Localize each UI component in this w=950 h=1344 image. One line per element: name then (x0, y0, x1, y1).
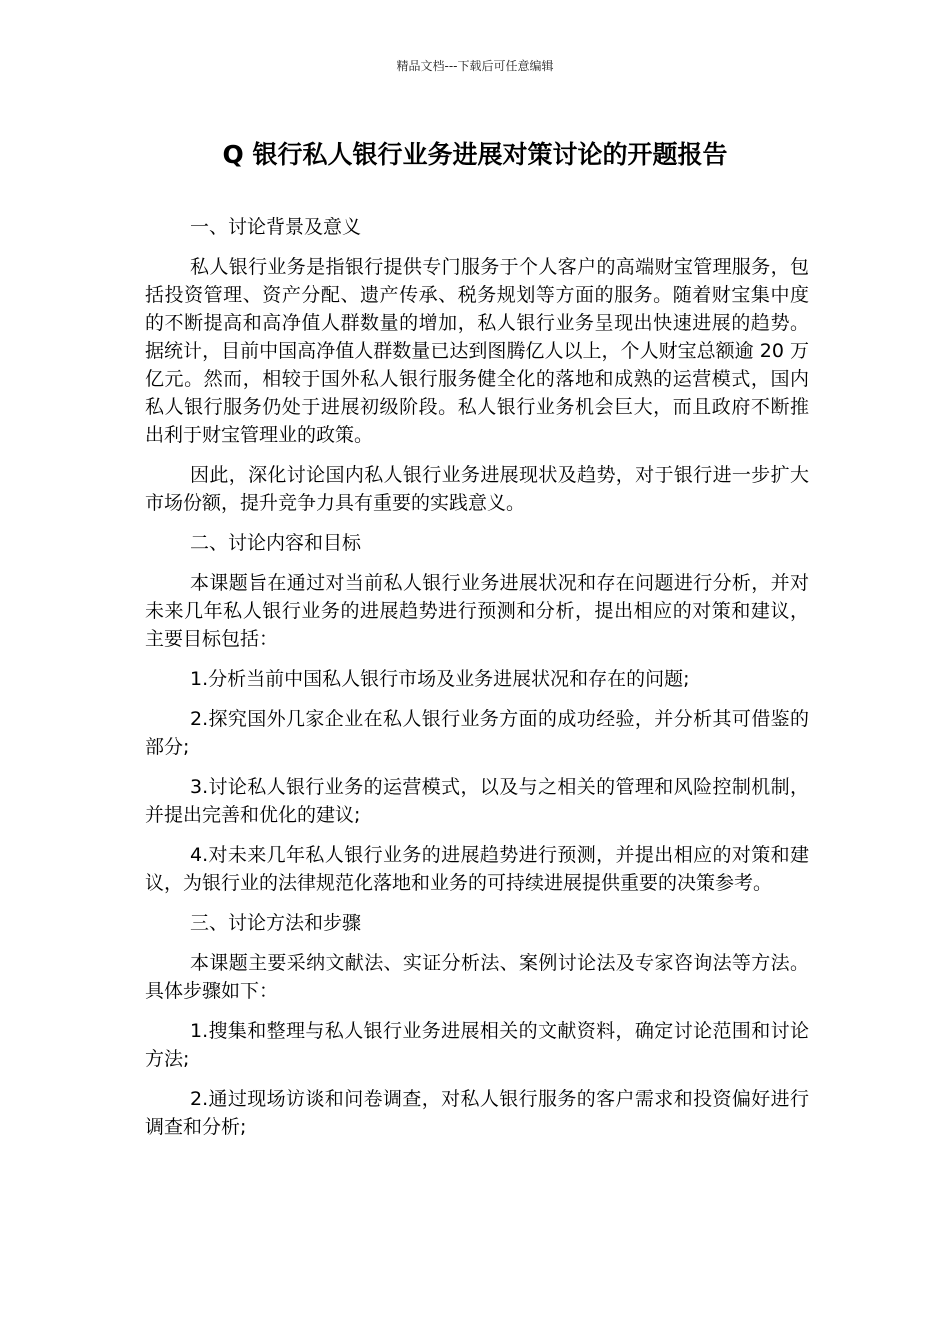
paragraph-background: 私人银行业务是指银行提供专门服务于个人客户的高端财宝管理服务，包括投资管理、资产分配、遗产传承、税务规划等方面的服务。随着财宝集中度的不断提高和高净值人群数量的增加，私人银行业务呈现出快速进展的趋势。据统计，目前中国高净值人群数量已达到图腾亿人以上，个人财宝总额逾 20 万亿元。然而，相较于国外私人银行服务健全化的落地和成熟的运营模式，国内私人银行服务仍处于进展初级阶段。私人银行业务机会巨大，而且政府不断推出利于财宝管理业的政策。 (145, 256, 809, 446)
paragraph-goals-intro: 本课题旨在通过对当前私人银行业务进展状况和存在问题进行分析，并对未来几年私人银行业务的进展趋势进行预测和分析，提出相应的对策和建议，主要目标包括： (145, 572, 809, 650)
header-note: 精品文档---下载后可任意编辑 (396, 59, 554, 73)
list-item-goal-3: 3.讨论私人银行业务的运营模式，以及与之相关的管理和风险控制机制，并提出完善和优化的建议; (145, 776, 809, 826)
list-item-step-2: 2.通过现场访谈和问卷调查，对私人银行服务的客户需求和投资偏好进行调查和分析; (145, 1088, 809, 1138)
list-item-goal-4: 4.对未来几年私人银行业务的进展趋势进行预测，并提出相应的对策和建议，为银行业的法律规范化落地和业务的可持续进展提供重要的决策参考。 (145, 844, 809, 894)
section-heading-methods: 三、讨论方法和步骤 (190, 912, 362, 934)
list-item-step-1: 1.搜集和整理与私人银行业务进展相关的文献资料，确定讨论范围和讨论方法; (145, 1020, 809, 1070)
list-item-goal-2: 2.探究国外几家企业在私人银行业务方面的成功经验，并分析其可借鉴的部分; (145, 708, 809, 758)
paragraph-methods-intro: 本课题主要采纳文献法、实证分析法、案例讨论法及专家咨询法等方法。具体步骤如下： (145, 952, 809, 1002)
list-item-goal-1: 1.分析当前中国私人银行市场及业务进展状况和存在的问题; (190, 668, 690, 690)
section-heading-background: 一、讨论背景及意义 (190, 216, 362, 238)
document-title: Q 银行私人银行业务进展对策讨论的开题报告 (222, 140, 728, 169)
section-heading-content-goals: 二、讨论内容和目标 (190, 532, 362, 554)
paragraph-significance: 因此，深化讨论国内私人银行业务进展现状及趋势，对于银行进一步扩大市场份额，提升竞争力具有重要的实践意义。 (145, 464, 809, 514)
document-body (145, 213, 809, 1153)
